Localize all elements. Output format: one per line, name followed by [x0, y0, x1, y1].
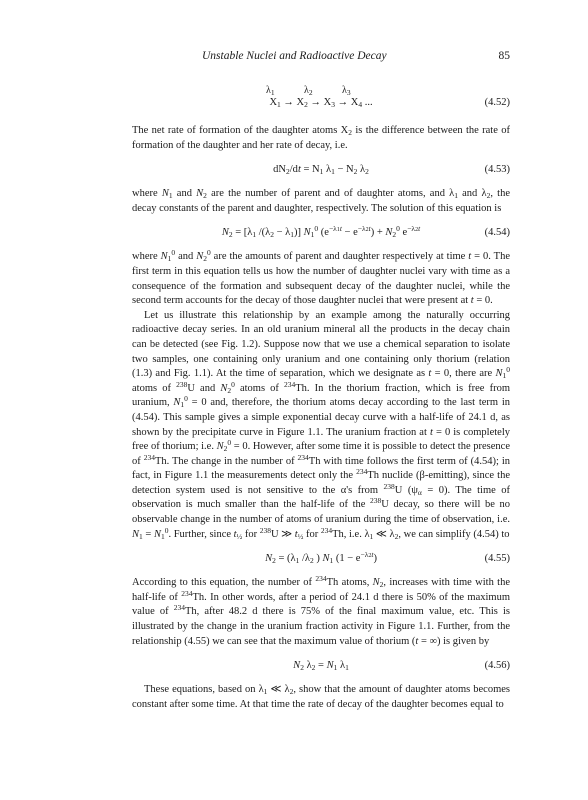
- equation-expression: $N_2 = (\lambda_1$ $/\lambda_2$ ) $N_1$ $(1 - e^{-\lambda 2t})$: [265, 550, 377, 566]
- equation-4-56: [132, 652, 510, 678]
- equation-expression: $N_2 = [\lambda_1$ $/(\lambda_2 - \lambda_1)$] $N_1^0$ $(e^{-\lambda 1t} - e^{-\lambda 2t}) + N_2^0$ $e^{-\lambda 2t}$: [221, 224, 421, 240]
- decay-constants-row: λ1 λ2 λ3: [266, 85, 351, 97]
- paragraph: Let us illustrate this relationship by an example among the naturally occurring radioactive decay series. In an old uranium mineral all the products in the decay chain can be detected (see Fig. 1.2). Suppose now that we use a chemical separation to isolate two samples, one containing only uranium and one containing only thorium (relation (1.3) and Fig. 1.1). At the time of separation, which we designate as t = 0, there are $N_1^0$ atoms of $^{238}$U and $N_2^0$ atoms of $^{234}$Th. In the thorium fraction, which is free from uranium, $N_1^0 = 0$ and, therefore, the thorium atoms decay according to the last term in (4.54). This sample gives a simple exponential decay curve with a half-life of 24.1 d, as shown by the precipitate curve in Figure 1.1. The uranium fraction at t = 0 is completely free of thorium; i.e. $N_2^0 = 0$. However, after some time it is possible to detect the presence of $^{234}$Th. The change in the number of $^{234}$Th with time follows the first term of (4.54); in fact, in Figure 1.1 the measurements detect only the $^{234}$Th nuclide (β-emitting), since the detection system used is not sensitive to the α's from $^{238}$U $(\psi_\alpha = 0)$. The time of observation is much smaller than the half-life of the $^{238}$U decay, so there will be no observable change in the number of atoms of uranium during the time of observation, i.e. $N_1 = N_1^0$. Further, since $t_{\frac{1}{2}}$ for $^{238}$U ≫ $t_{\frac{1}{2}}$ for $^{234}$Th, i.e. $\lambda_1$ ≪ $\lambda_2$, we can simplify (4.54) to: [132, 309, 511, 541]
- equation-number: (4.56): [484, 660, 510, 672]
- equation-4-53: [132, 156, 510, 182]
- decay-chain: [262, 85, 380, 111]
- decay-chain-nuclides: $X_1 \to X_2 \to X_3 \to X_4$ ...: [269, 97, 373, 109]
- equation-expression: $N_2$ $\lambda_2 = N_1$ $\lambda_1$: [293, 660, 349, 673]
- paragraph: The net rate of formation of the daughter atoms $X_2$ is the difference between the rate of formation of the daughter and her rate of decay, i.e.: [132, 125, 510, 151]
- page-number: 85: [498, 50, 510, 62]
- equation-4-52: [132, 85, 510, 119]
- equation-number: (4.55): [484, 553, 510, 565]
- paragraph: where $N_1^0$ and $N_2^0$ are the amounts of parent and daughter respectively at time t = 0. The first term in this equation tells us how the number of daughter nuclei vary with time as a consequence of the formation and subsequent decay of the daughter nuclei, while the second term accounts for the decay of those daughter nuclei that were present at t = 0.: [132, 248, 510, 307]
- paragraph: These equations, based on $\lambda_1$ ≪ $\lambda_2$, show that the amount of daughter atoms becomes constant after some time. At that time the rate of decay of the daughter becomes equal to: [132, 684, 510, 710]
- equation-number: (4.53): [484, 164, 510, 176]
- equation-number: (4.52): [484, 97, 510, 108]
- equation-4-55: [132, 545, 510, 571]
- paragraph: According to this equation, the number of $^{234}$Th atoms, $N_2$, increases with time with the half-life of $^{234}$Th. In other words, after a period of 24.1 d there is 50% of the maximum value of $^{234}$Th, after 48.2 d there is 75% of the final maximum value, etc. This is illustrated by the change in the uranium fraction activity in Figure 1.1. Further, from the relationship (4.55) we can see that the maximum value of thorium (t = ∞) is given by: [132, 574, 510, 647]
- equation-expression: $dN_2/dt = N_1$ $\lambda_1 - N_2$ $\lambda_2$: [273, 164, 369, 177]
- running-title: Unstable Nuclei and Radioactive Decay: [202, 50, 387, 62]
- page-body: [132, 82, 510, 712]
- equation-number: (4.54): [484, 227, 510, 239]
- equation-4-54: [132, 219, 510, 245]
- paragraph: where $N_1$ and $N_2$ are the number of parent and of daughter atoms, and $\lambda_1$ and $\lambda_2$, the decay constants of the parent and daughter, respectively. The solution of this equation is: [132, 188, 510, 214]
